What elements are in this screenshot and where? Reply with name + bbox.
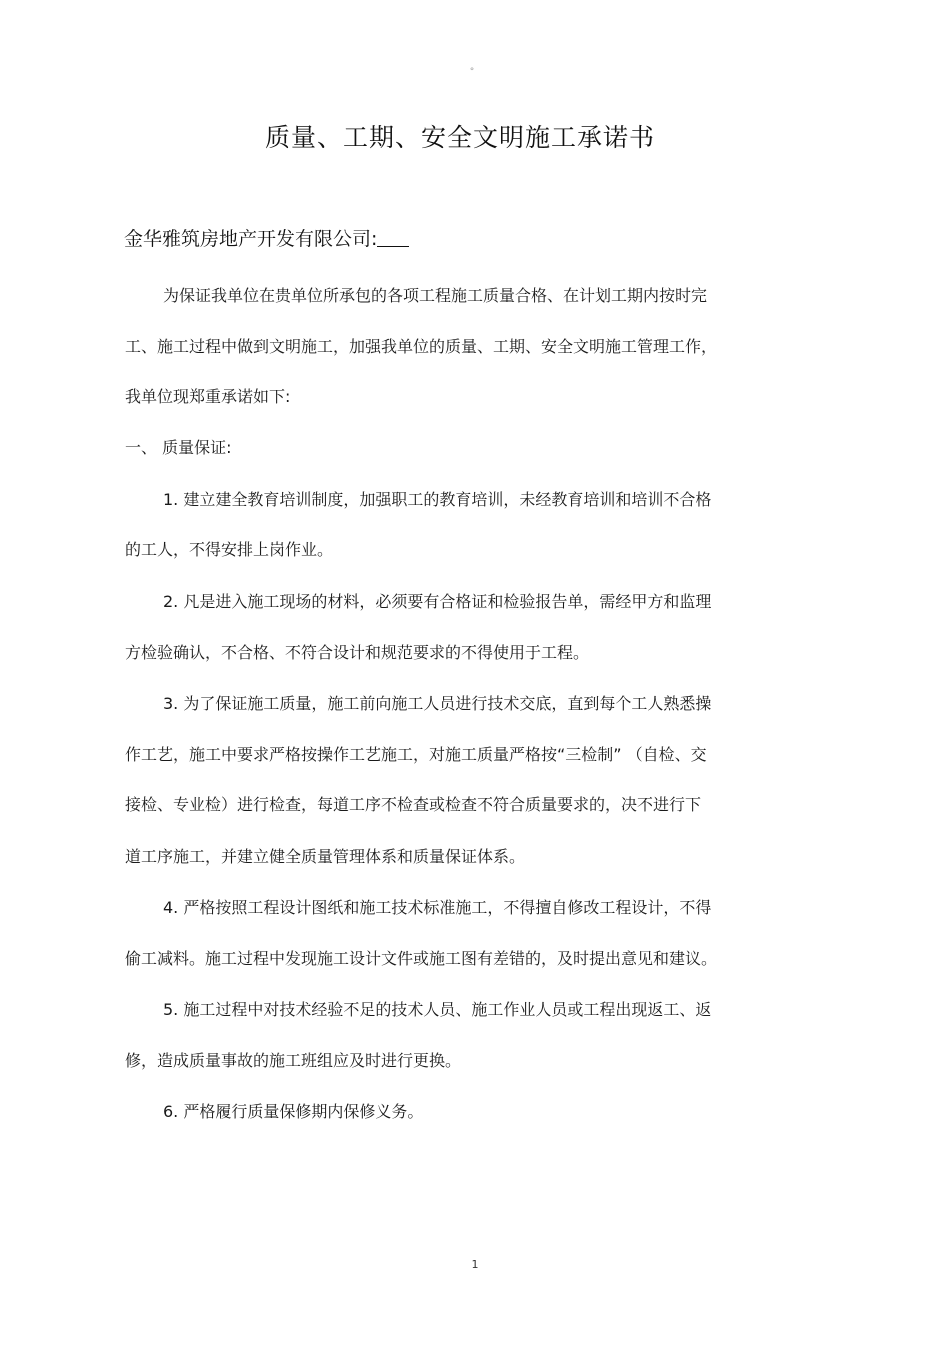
section-heading: 一、 质量保证: <box>125 438 232 457</box>
body-line: 工、施工过程中做到文明施工，加强我单位的质量、工期、安全文明施工管理工作， <box>125 337 718 356</box>
page-number: 1 <box>471 1258 479 1271</box>
document-title: 质量、工期、安全文明施工承诺书 <box>264 123 655 152</box>
body-line: 3. 为了保证施工质量，施工前向施工人员进行技术交底，直到每个工人熟悉操 <box>163 694 712 713</box>
body-line: 5. 施工过程中对技术经验不足的技术人员、施工作业人员或工程出现返工、返 <box>163 1000 712 1019</box>
addressee <box>124 224 409 254</box>
body-line: 接检、专业检）进行检查，每道工序不检查或检查不符合质量要求的，决不进行下 <box>125 795 702 814</box>
body-line: 1. 建立建全教育培训制度，加强职工的教育培训，未经教育培训和培训不合格 <box>163 490 712 509</box>
body-line: 道工序施工，并建立健全质量管理体系和质量保证体系。 <box>125 847 526 866</box>
body-line: 作工艺，施工中要求严格按操作工艺施工，对施工质量严格按“三检制” （自检、交 <box>125 745 707 764</box>
body-line: 我单位现郑重承诺如下: <box>125 387 291 406</box>
body-line: 的工人，不得安排上岗作业。 <box>125 540 334 559</box>
addressee-text: 金华雅筑房地产开发有限公司: <box>124 228 378 250</box>
body-line: 2. 凡是进入施工现场的材料，必须要有合格证和检验报告单，需经甲方和监理 <box>163 592 712 611</box>
body-line: 偷工减料。施工过程中发现施工设计文件或施工图有差错的，及时提出意见和建议。 <box>125 949 718 968</box>
header-mark: ° <box>469 67 475 77</box>
body-line: 4. 严格按照工程设计图纸和施工技术标准施工，不得擅自修改工程设计，不得 <box>163 898 712 917</box>
addressee-blank <box>377 224 409 247</box>
body-line: 为保证我单位在贵单位所承包的各项工程施工质量合格、在计划工期内按时完 <box>163 286 708 305</box>
body-line: 6. 严格履行质量保修期内保修义务。 <box>163 1102 424 1121</box>
body-line: 方检验确认，不合格、不符合设计和规范要求的不得使用于工程。 <box>125 643 590 662</box>
body-line: 修，造成质量事故的施工班组应及时进行更换。 <box>125 1051 462 1070</box>
